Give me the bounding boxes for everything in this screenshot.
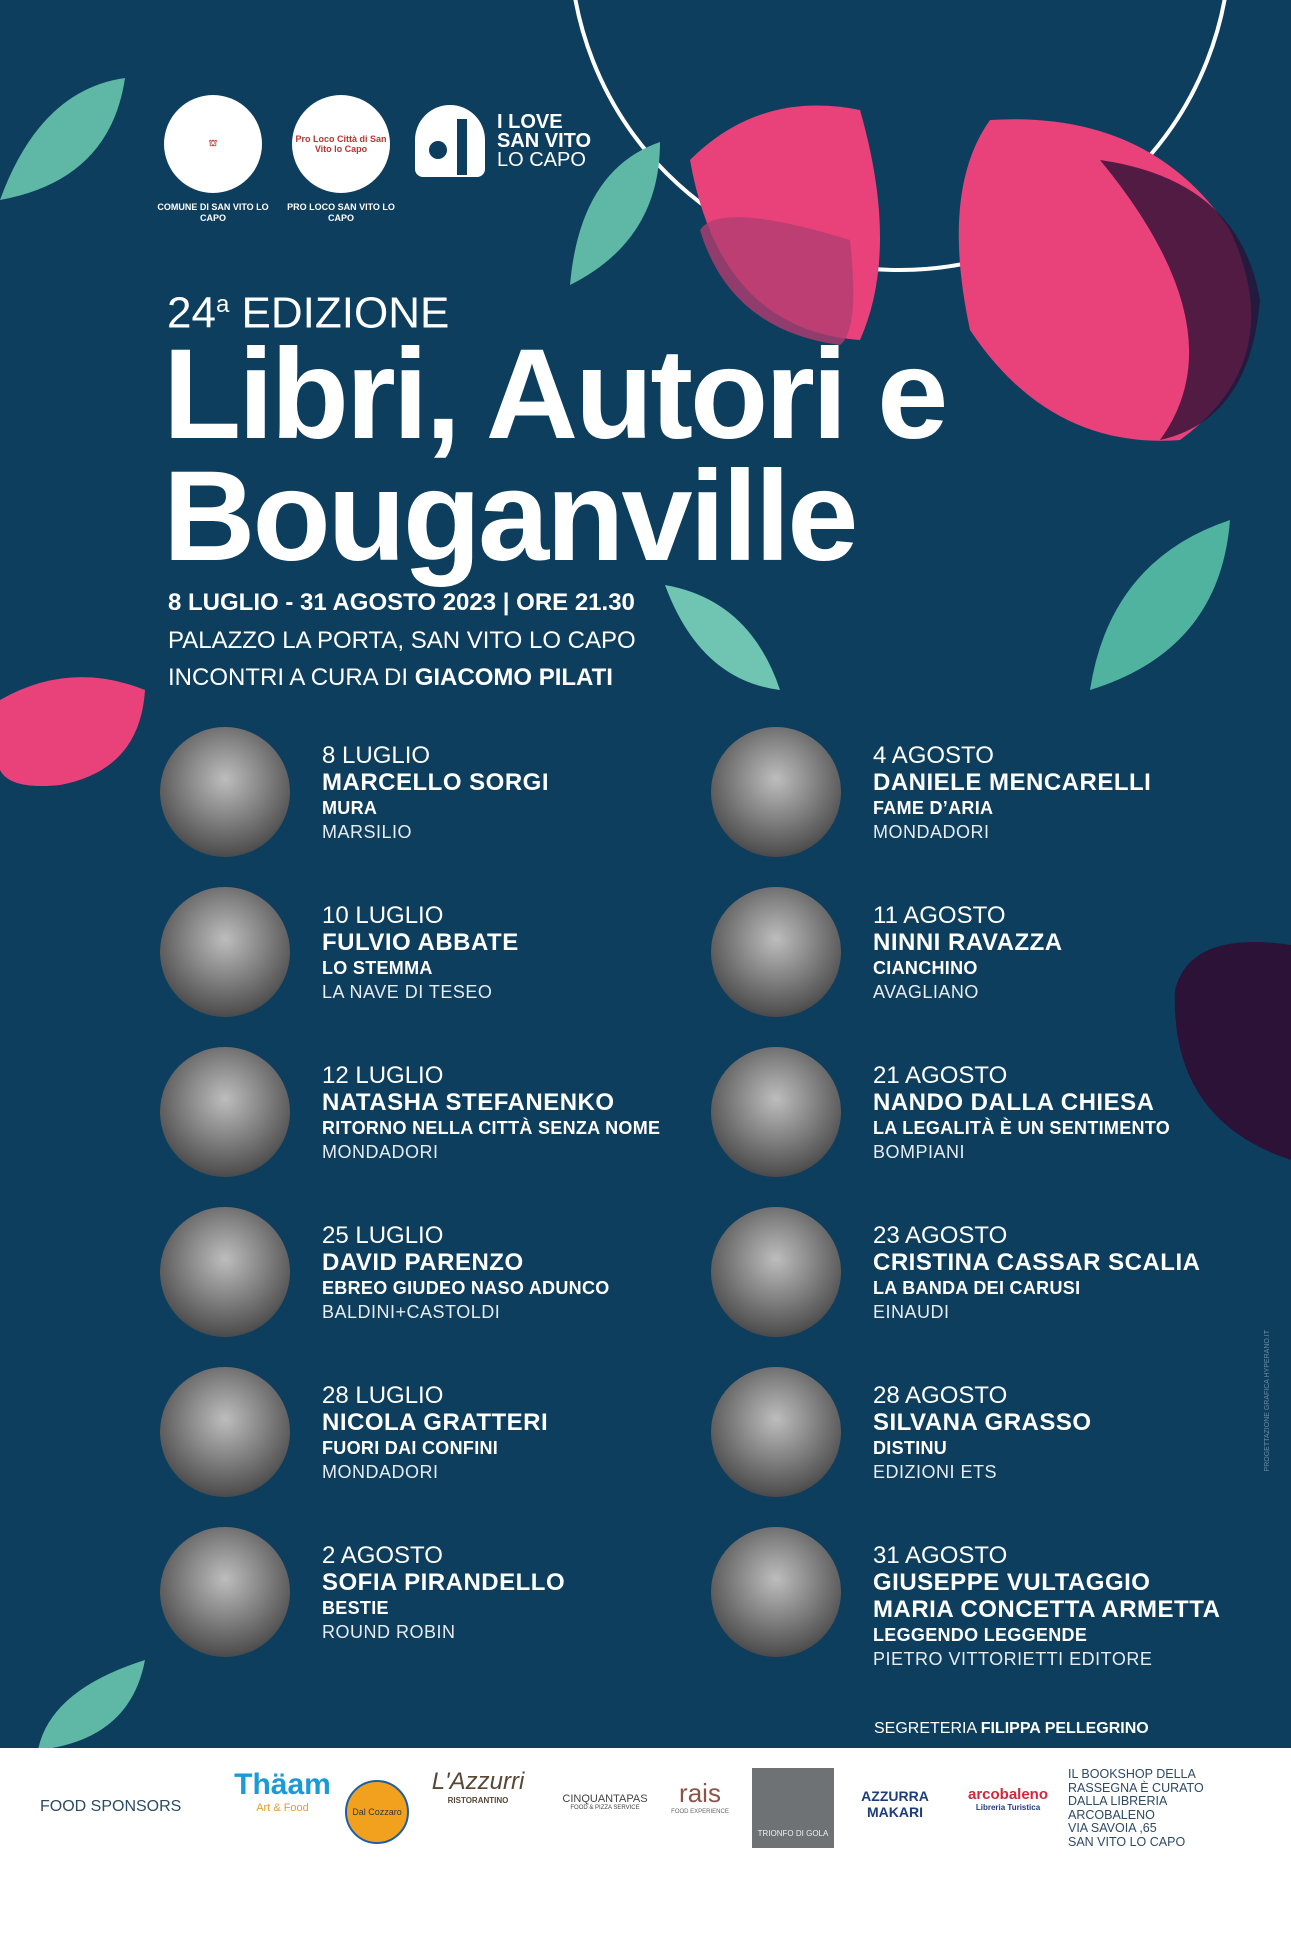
publisher: MONDADORI [322,1462,439,1482]
event-entry [711,727,1271,867]
book-title: DISTINU [873,1438,948,1458]
event-entry [160,1047,720,1187]
food-sponsors-label: FOOD SPONSORS [40,1798,182,1815]
publisher: EDIZIONI ETS [873,1462,998,1482]
book-title: LA BANDA DEI CARUSI [873,1278,1081,1298]
sponsor-arcobaleno: arcobaleno Libreria Turistica [967,1786,1049,1812]
event-date: 31 AGOSTO [873,1542,1008,1569]
sponsor-azzurra-makari: AZZURRA MAKARI [861,1788,929,1820]
event-date: 28 LUGLIO [322,1382,444,1409]
book-title: LO STEMMA [322,958,433,978]
author-name: NANDO DALLA CHIESA [873,1089,1155,1116]
segreteria: SEGRETERIA FILIPPA PELLEGRINO [874,1720,1149,1737]
sponsor-lazzurri: L'Azzurri RISTORANTINO [431,1768,525,1805]
event-entry [711,1047,1271,1187]
event-entry [160,1527,720,1667]
heart-lighthouse-icon [415,105,485,177]
leaf-icon [0,78,125,200]
sponsors-bar [0,1748,1291,1858]
comune-caption: COMUNE DI SAN VITO LO CAPO [157,202,269,223]
author-name: NINNI RAVAZZA [873,929,1063,956]
bookshop-note: IL BOOKSHOP DELLA RASSEGNA È CURATO DALLA LIBRERIA ARCOBALENO VIA SAVOIA ,65 SAN VITO LO CAPO [1068,1767,1204,1849]
publisher: BOMPIANI [873,1142,966,1162]
ilove-line: LO CAPO [497,148,586,171]
author-name: FULVIO ABBATE [322,929,519,956]
publisher: BALDINI+CASTOLDI [322,1302,501,1322]
book-title: LEGGENDO LEGGENDE [873,1625,1088,1645]
event-entry [711,1207,1271,1347]
event-date: 11 AGOSTO [873,902,1006,929]
venue: PALAZZO LA PORTA, SAN VITO LO CAPO [168,627,636,654]
proloco-logo [292,95,390,193]
author-photo [160,1527,290,1657]
comune-coat-of-arms-logo: ⛫ [164,95,262,193]
event-entry [160,1367,720,1507]
author-name: MARCELLO SORGI [322,769,549,796]
publisher: MARSILIO [322,822,413,842]
author-photo [160,1207,290,1337]
author-photo [711,1367,841,1497]
event-entry [711,887,1271,1027]
event-date: 21 AGOSTO [873,1062,1008,1089]
sponsor-rais: rais FOOD EXPERIENCE [671,1778,729,1815]
book-title: FAME D’ARIA [873,798,994,818]
author-name: SOFIA PIRANDELLO [322,1569,566,1596]
event-entry [711,1527,1271,1667]
author-name: NICOLA GRATTERI [322,1409,549,1436]
author-name: NATASHA STEFANENKO [322,1089,615,1116]
author-photo [160,1047,290,1177]
author-photo [160,727,290,857]
event-date: 28 AGOSTO [873,1382,1008,1409]
book-title: CIANCHINO [873,958,978,978]
author-photo [711,1207,841,1337]
book-title: FUORI DAI CONFINI [322,1438,499,1458]
author-photo [160,887,290,1017]
proloco-badge: Pro Loco Città di San Vito lo Capo [295,134,387,154]
author-photo [711,887,841,1017]
event-date: 4 AGOSTO [873,742,994,769]
event-date: 8 LUGLIO [322,742,431,769]
book-title: BESTIE [322,1598,389,1618]
event-date: 10 LUGLIO [322,902,444,929]
publisher: AVAGLIANO [873,982,979,1002]
title-line-1: Libri, Autori e [163,323,946,466]
event-entry [711,1367,1271,1507]
dates: 8 LUGLIO - 31 AGOSTO 2023 | ORE 21.30 [168,589,635,616]
author-name: MARIA CONCETTA ARMETTA [873,1596,1221,1623]
author-photo [711,1047,841,1177]
sponsor-dal-cozzaro: Dal Cozzaro [345,1780,409,1844]
publisher: LA NAVE DI TESEO [322,982,493,1002]
event-date: 2 AGOSTO [322,1542,443,1569]
publisher: PIETRO VITTORIETTI EDITORE [873,1649,1153,1669]
author-name: DAVID PARENZO [322,1249,524,1276]
book-title: LA LEGALITÀ È UN SENTIMENTO [873,1118,1171,1138]
event-date: 12 LUGLIO [322,1062,444,1089]
author-photo [160,1367,290,1497]
edition-label: 24$^a$ EDIZIONE [167,288,450,338]
sponsor-cinquantapas: CINQUANTAPAS FOOD & PIZZA SERVICE [562,1793,648,1811]
publisher: ROUND ROBIN [322,1622,456,1642]
event-entry [160,1207,720,1347]
publisher: MONDADORI [322,1142,439,1162]
proloco-caption: PRO LOCO SAN VITO LO CAPO [287,202,395,223]
publisher: EINAUDI [873,1302,950,1322]
title-line-2: Bouganville [163,445,856,588]
author-photo [711,1527,841,1657]
book-title: RITORNO NELLA CITTÀ SENZA NOME [322,1118,661,1138]
event-entry [160,727,720,867]
author-name: SILVANA GRASSO [873,1409,1092,1436]
ilove-line: SAN VITO [497,129,592,152]
event-date: 25 LUGLIO [322,1222,444,1249]
leaf-icon [1090,520,1230,690]
book-title: MURA [322,798,378,818]
i-love-san-vito-logo [415,105,591,177]
publisher: MONDADORI [873,822,990,842]
curator-line: INCONTRI A CURA DI GIACOMO PILATI [168,664,613,691]
sponsor-thaam: Thäam Art & Food [234,1768,331,1814]
author-photo [711,727,841,857]
book-title: EBREO GIUDEO NASO ADUNCO [322,1278,610,1298]
leaf-icon [38,1660,145,1748]
sponsor-trionfo-di-gola: TRIONFO DI GOLA [752,1768,834,1848]
author-name: GIUSEPPE VULTAGGIO [873,1569,1151,1596]
ilove-line: I LOVE [497,110,563,133]
author-name: DANIELE MENCARELLI [873,769,1152,796]
petal-icon [0,677,145,786]
author-name: CRISTINA CASSAR SCALIA [873,1249,1201,1276]
design-credit: PROGETTAZIONE GRAFICA HYPERANO.IT [1264,1330,1271,1472]
leaf-icon [665,585,780,690]
event-date: 23 AGOSTO [873,1222,1008,1249]
event-entry [160,887,720,1027]
